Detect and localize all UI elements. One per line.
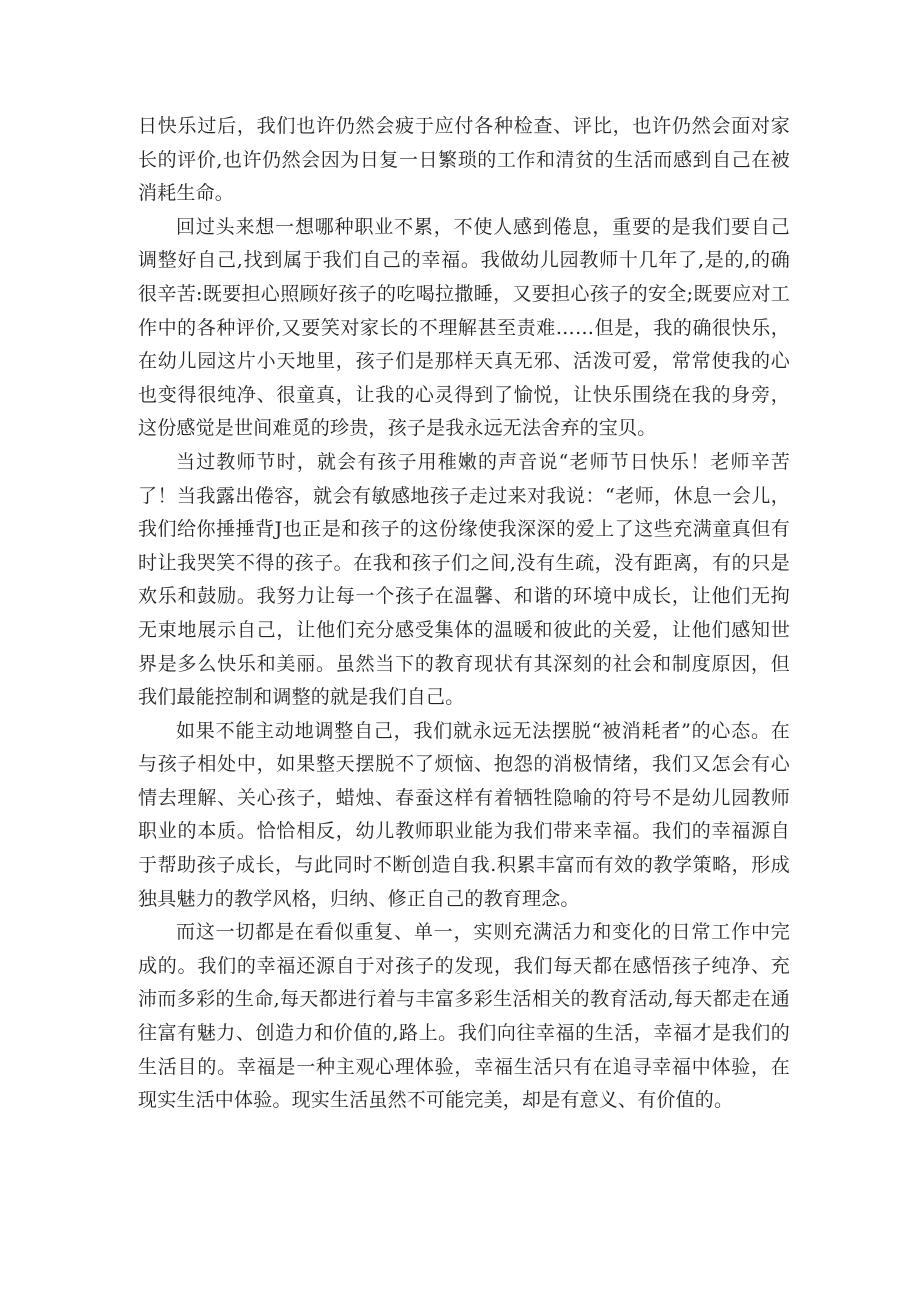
paragraph-1: 日快乐过后，我们也许仍然会疲于应付各种检查、评比，也许仍然会面对家长的评价,也许仍然会因为日复一日繁琐的工作和清贫的生活而感到自己在被消耗生命。: [138, 115, 790, 205]
paragraph-2: 回过头来想一想哪种职业不累，不使人感到倦息，重要的是我们要自己调整好自己,找到属于我们自己的幸福。我做幼儿园教师十几年了,是的,的确很辛苦:既要担心照顾好孩子的吃喝拉撒睡，又要担心孩子的安全;既要应对工作中的各种评价,又要笑对家长的不理解甚至责难……但是，我的确很快乐，在幼儿园这片小天地里，孩子们是那样天真无邪、活泼可爱，常常使我的心也变得很纯净、很童真，让我的心灵得到了愉悦，让快乐围绕在我的身旁，这份感觉是世间难觅的珍贵，孩子是我永远无法舍弃的宝贝。: [138, 215, 790, 440]
paragraph-3: 当过教师节时，就会有孩子用稚嫩的声音说“老师节日快乐！老师辛苦了！当我露出倦容，就会有敏感地孩子走过来对我说：“老师，休息一会儿，我们给你捶捶背J也正是和孩子的这份缘使我深深的爱上了这些充满童真但有时让我哭笑不得的孩子。在我和孩子们之间,没有生疏，没有距离，有的只是欢乐和鼓励。我努力让每一个孩子在温馨、和谐的环境中成长，让他们无拘无束地展示自己，让他们充分感受集体的温暖和彼此的关爱，让他们感知世界是多么快乐和美丽。虽然当下的教育现状有其深刻的社会和制度原因，但我们最能控制和调整的就是我们自己。: [138, 450, 790, 709]
paragraph-5: 而这一切都是在看似重复、单一，实则充满活力和变化的日常工作中完成的。我们的幸福还源自于对孩子的发现，我们每天都在感悟孩子纯净、充沛而多彩的生命,每天都进行着与丰富多彩生活相关的教育活动,每天都走在通往富有魅力、创造力和价值的,路上。我们向往幸福的生活，幸福才是我们的生活目的。幸福是一种主观心理体验，幸福生活只有在追寻幸福中体验，在现实生活中体验。现实生活虽然不可能完美，却是有意义、有价值的。: [138, 921, 790, 1112]
document-body: [138, 110, 790, 1118]
paragraph-4: 如果不能主动地调整自己，我们就永远无法摆脱“被消耗者”的心态。在与孩子相处中，如果整天摆脱不了烦恼、抱怨的消极情绪，我们又怎会有心情去理解、关心孩子，蜡烛、春蚕这样有着牺牲隐喻的符号不是幼儿园教师职业的本质。恰恰相反，幼儿教师职业能为我们带来幸福。我们的幸福源自于帮助孩子成长，与此同时不断创造自我.积累丰富而有效的教学策略，形成独具魅力的教学风格，归纳、修正自己的教育理念。: [138, 719, 790, 910]
